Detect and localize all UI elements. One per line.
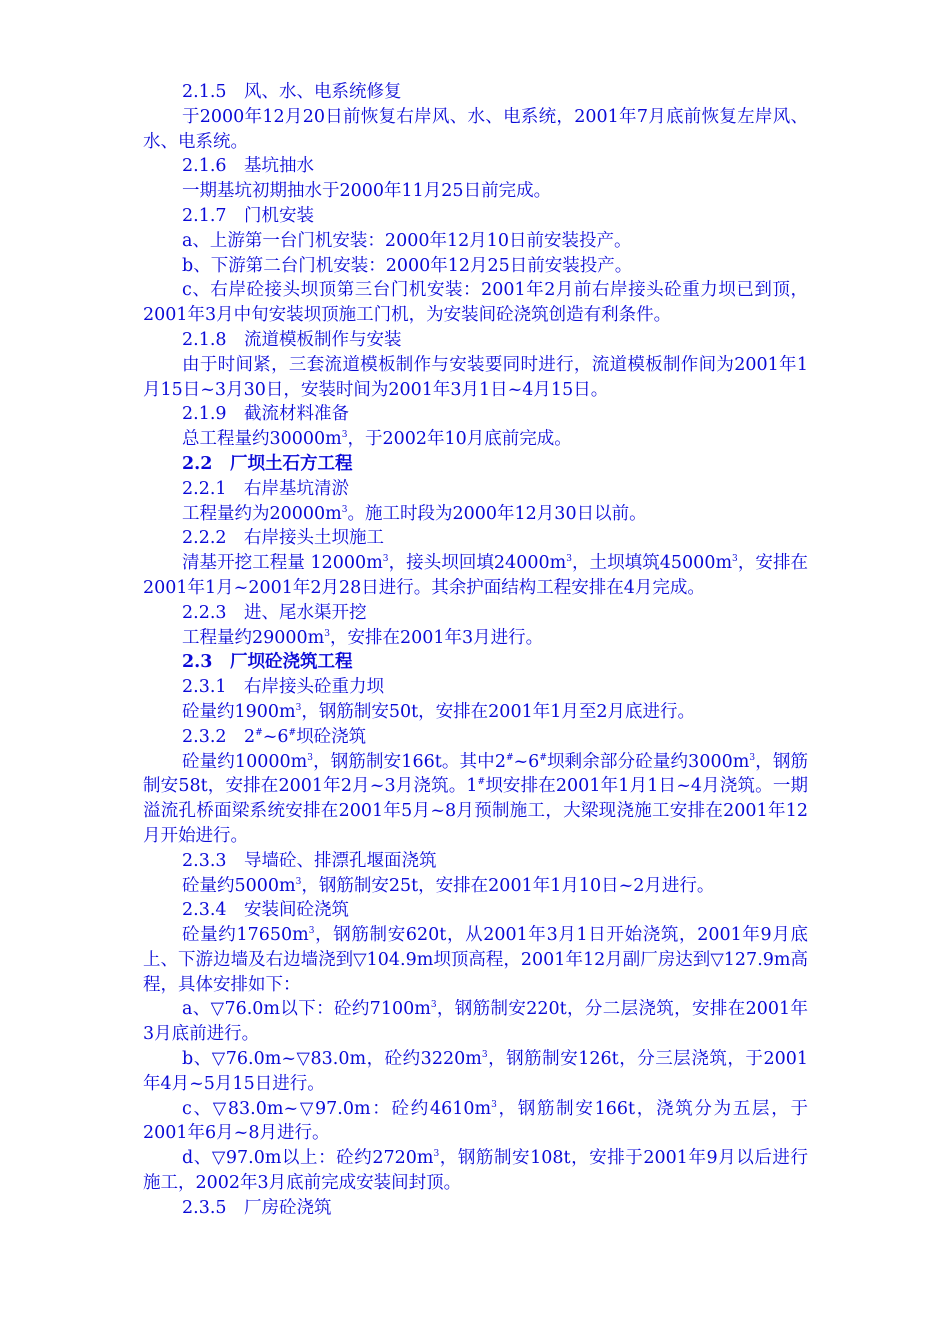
paragraph: 工程量约为$20000m^3$。施工时段为2000年12月30日以前。 [182,503,647,524]
paragraph: a、▽76.0m以下：砼约$7100m^3$，钢筋制安220t，分二层浇筑，安排在2001年3月底前进行。 [143,999,808,1045]
paragraph: 清基开挖工程量 $12000m^3$，接头坝回填$24000m^3$，土坝填筑$45000m^3$，安排在2001年1月~2001年2月28日进行。其余护面结构工程安排在4月完成。 [143,553,809,598]
section-heading: 2.3 厂坝砼浇筑工程 [182,652,353,673]
paragraph: 2.3.3 导墙砼、排漂孔堰面浇筑 [182,850,437,871]
paragraph: 于2000年12月20日前恢复右岸风、水、电系统，2001年7月底前恢复左岸风、水、电系统。 [143,106,808,152]
paragraph: 2.3.5 厂房砼浇筑 [182,1197,332,1218]
paragraph: 砼量约$10000m^3$，钢筋制安166t。其中2#~6#坝剩余部分砼量约$3000m^3$，钢筋制安58t，安排在2001年2月~3月浇筑。1#坝安排在2001年1月1日~4月浇筑。一期溢流孔桥面梁系统安排在2001年5月~8月预制施工，大梁现浇施工安排在2001年12月开始进行。 [143,751,808,846]
paragraph: 砼量约$17650m^3$，钢筋制安620t，从2001年3月1日开始浇筑，2001年9月底上、下游边墙及右边墙浇到▽104.9m坝顶高程，2001年12月副厂房达到▽127.9m高程，具体安排如下： [143,925,808,995]
document-body [143,80,808,1221]
paragraph: 砼量约$5000m^3$，钢筋制安25t，安排在2001年1月10日~2月进行。 [182,875,715,896]
paragraph: 由于时间紧，三套流道模板制作与安装要同时进行，流道模板制作间为2001年1月15日~3月30日，安装时间为2001年3月1日~4月15日。 [143,354,808,400]
section-heading: 2.2 厂坝土石方工程 [182,453,353,474]
paragraph: c、右岸砼接头坝顶第三台门机安装：2001年2月前右岸接头砼重力坝已到顶，2001年3月中旬安装坝顶施工门机，为安装间砼浇筑创造有利条件。 [143,280,808,326]
paragraph: 2.3.1 右岸接头砼重力坝 [182,677,385,698]
paragraph: 2.2.2 右岸接头土坝施工 [182,528,385,549]
paragraph: 工程量约$29000m^3$，安排在2001年3月进行。 [182,627,544,648]
paragraph: 2.1.8 流道模板制作与安装 [182,329,402,350]
paragraph: c、▽83.0m~▽97.0m：砼约$4610m^3$，钢筋制安166t，浇筑分为五层，于2001年6月~8月进行。 [143,1098,808,1144]
paragraph: 砼量约$1900m^3$，钢筋制安50t，安排在2001年1月至2月底进行。 [182,701,695,722]
paragraph: d、▽97.0m以上：砼约$2720m^3$，钢筋制安108t，安排于2001年9月以后进行施工，2002年3月底前完成安装间封顶。 [143,1148,808,1194]
paragraph: 2.3.2 2#~6#坝砼浇筑 [182,726,367,747]
paragraph: b、下游第二台门机安装：2000年12月25日前安装投产。 [182,255,633,276]
paragraph: 一期基坑初期抽水于2000年11月25日前完成。 [182,181,552,202]
paragraph: 2.3.4 安装间砼浇筑 [182,900,350,921]
paragraph: a、上游第一台门机安装：2000年12月10日前安装投产。 [182,230,632,251]
paragraph: 2.1.6 基坑抽水 [182,156,315,177]
paragraph: 2.2.1 右岸基坑清淤 [182,478,350,499]
paragraph: 总工程量约$30000m^3$，于2002年10月底前完成。 [182,429,572,450]
paragraph: 2.1.7 门机安装 [182,205,315,226]
paragraph: 2.1.5 风、水、电系统修复 [182,82,402,102]
paragraph: 2.2.3 进、尾水渠开挖 [182,602,367,623]
paragraph: 2.1.9 截流材料准备 [182,404,350,425]
paragraph: b、▽76.0m~▽83.0m，砼约$3220m^3$，钢筋制安126t，分三层浇筑，于2001年4月~5月15日进行。 [143,1049,808,1094]
